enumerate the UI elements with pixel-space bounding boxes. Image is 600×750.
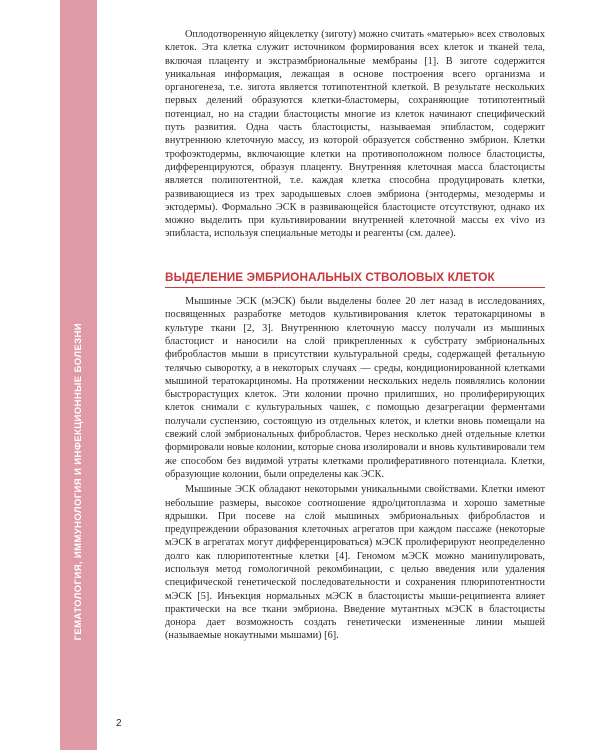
running-title <box>60 0 97 640</box>
page-body <box>165 28 545 643</box>
running-title-text: ГЕМАТОЛОГИЯ, ИММУНОЛОГИЯ И ИНФЕКЦИОННЫЕ БОЛЕЗНИ <box>73 322 84 640</box>
heading-underline <box>165 287 545 288</box>
intro-paragraph: Оплодотворенную яйцеклетку (зиготу) можно считать «матерью» всех стволовых клеток. Эта клетка служит источником формирования всех клеток и тканей тела, включая плаценту и экстраэмбриональные мембраны [1]. В зиготе содержится уникальная информация, лежащая в основе построения всего организма и органогенеза, т.е. зигота является тотипотентной клеткой. В результате нескольких первых делений образуются клетки-бластомеры, сохраняющие тотипотентный потенциал, но на стадии бластоцисты многие из клеток начинают специфический путь развития. Одна часть бластоцисты, называемая эпибластом, содержит внутреннюю клеточную массу, из которой образуется собственно эмбрион. Клетки трофоэктодермы, включающие клетки на противоположном полюсе бластоцисты, дифференцируются, образуя плаценту. Внутренняя клеточная масса бластоцисты является полипотентной, т.е. каждая клетка способна продуцировать клетки, развивающиеся из трех зародышевых слоев эмбриона (энтодермы, мезодермы и эктодермы). Формально ЭСК в развивающейся бластоцисте отсутствуют, однако их можно выделить при культивировании внутренней клеточной массы ex vivo из эпибласта, используя специальные методы и реагенты (см. далее). <box>165 29 545 240</box>
body-paragraph-2: Мышиные ЭСК обладают некоторыми уникальными свойствами. Клетки имеют небольшие размеры, высокое соотношение ядро/цитоплазма и хорошо заметные ядрышки. При посеве на слой мышиных эмбриональных фибробластов и предупреждении образования клеточных агрегатов при каждом пассаже (некоторые мЭСК в агрегатах могут дифференцироваться) мЭСК пролиферируют неопределенно долго как плюрипотентные клетки [4]. Геномом мЭСК можно манипулировать, используя метод гомологичной рекомбинации, с целью введения или удаления специфической генетической последовательности и сохранения плюрипотентности мЭСК [5]. Инъекция нормальных мЭСК в бластоцисты мыши-реципиента влияет практически на все ткани эмбриона. Введение мутантных мЭСК в бластоцисты донора дает возможность создать генетически измененные линии мышей (называемые нокаутными мышами) [6]. <box>165 484 545 642</box>
section-heading: ВЫДЕЛЕНИЕ ЭМБРИОНАЛЬНЫХ СТВОЛОВЫХ КЛЕТОК <box>165 269 495 284</box>
body-paragraph-1: Мышиные ЭСК (мЭСК) были выделены более 20 лет назад в исследованиях, посвященных разработке методов культивирования клеток тератокарциномы в культуре ткани [2, 3]. Внутреннюю клеточную массу получали из мышиных бластоцист и наносили на слой прикрепленных к субстрату эмбриональных фибробластов мыши в присутствии культуральной среды, содержащей фетальную телячью сыворотку, а в некоторых случаях — среды, кондиционированной клетками мышиной тератокарциномы. На протяжении нескольких недель появлялись колонии быстрорастущих клеток. Эти колонии прочно прилипших, но пролиферирующих клеток снимали с культуральных чашек, с помощью дезагрегации ферментами получали суспензию, состоящую из отдельных клеток, и клетки вновь помещали на свежий слой эмбриональных фибробластов. Через несколько дней отдельные клетки формировали новые колонии, которые снова изолировали и вновь культивировали тем же способом без видимой утраты клетками пролиферативного потенциала. Клетки, образующие колонии, были определены как ЭСК. <box>165 296 545 480</box>
page-number: 2 <box>116 718 122 729</box>
